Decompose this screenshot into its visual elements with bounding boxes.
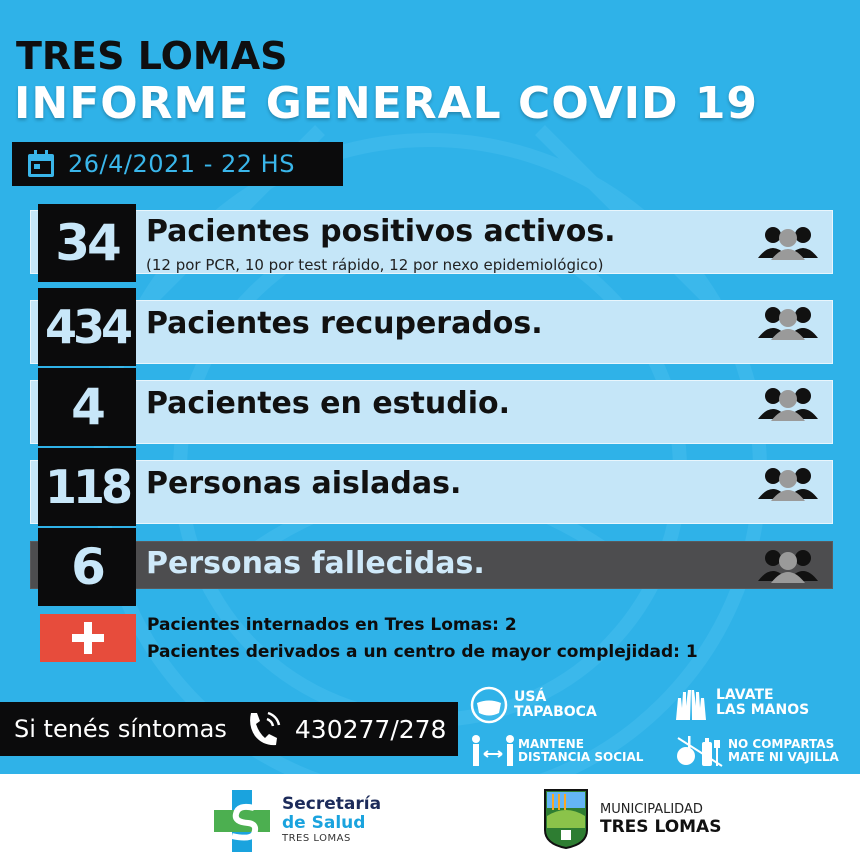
active-label: Pacientes positivos activos. <box>146 214 616 249</box>
study-label: Pacientes en estudio. <box>146 386 510 421</box>
tip-distance <box>470 734 643 768</box>
municipalidad-label: MUNICIPALIDAD <box>600 802 703 817</box>
people-icon <box>758 387 818 421</box>
active-breakdown: (12 por PCR, 10 por test rápido, 12 por nexo epidemiológico) <box>146 256 604 274</box>
report-title: INFORME GENERAL COVID 19 <box>14 78 759 129</box>
tip-share <box>676 734 839 768</box>
tip-share-line2: MATE NI VAJILLA <box>728 750 839 764</box>
active-count: 34 <box>38 204 136 282</box>
secretaria-salud-logo <box>214 790 270 852</box>
mask-icon <box>470 686 508 724</box>
symptoms-contact-bar <box>0 702 458 756</box>
town-title: TRES LOMAS <box>16 34 288 78</box>
hands-icon <box>672 684 710 722</box>
calendar-icon <box>26 149 56 179</box>
municipalidad-town: TRES LOMAS <box>600 817 722 837</box>
isolated-count: 118 <box>38 448 136 526</box>
mate-dishes-icon <box>676 734 724 768</box>
tip-distance-line2: DISTANCIA SOCIAL <box>518 750 644 764</box>
hospital-cross-badge <box>40 614 136 662</box>
municipalidad-shield-logo <box>543 788 589 850</box>
report-date: 26/4/2021 - 22 HS <box>68 150 295 178</box>
secretaria-town: TRES LOMAS <box>282 833 351 844</box>
recovered-count: 434 <box>38 288 136 366</box>
people-icon <box>758 226 818 260</box>
people-icon <box>758 306 818 340</box>
date-bar <box>12 142 343 186</box>
recovered-label: Pacientes recuperados. <box>146 306 543 341</box>
tip-share-line1: NO COMPARTAS <box>728 737 835 751</box>
secretaria-subtitle: de Salud <box>282 813 366 833</box>
tip-mask <box>470 686 597 724</box>
tip-mask-line2: TAPABOCA <box>514 704 597 720</box>
study-count: 4 <box>38 368 136 446</box>
phone-number[interactable]: 430277/278 <box>294 714 447 744</box>
social-distance-icon <box>470 734 516 768</box>
phone-icon <box>245 709 281 749</box>
tip-distance-line1: MANTENE <box>518 737 584 751</box>
isolated-label: Personas aisladas. <box>146 466 462 501</box>
hospitalized-local: Pacientes internados en Tres Lomas: 2 <box>147 615 517 635</box>
footer <box>0 774 860 860</box>
tip-hands-line2: LAS MANOS <box>716 702 810 718</box>
people-icon <box>758 467 818 501</box>
people-icon <box>758 549 818 583</box>
secretaria-title: Secretaría <box>282 794 382 814</box>
cross-icon <box>68 618 108 658</box>
hospitalized-referred: Pacientes derivados a un centro de mayor complejidad: 1 <box>147 642 698 662</box>
tip-hands-line1: LAVATE <box>716 687 774 703</box>
deceased-count: 6 <box>38 528 136 606</box>
deceased-label: Personas fallecidas. <box>146 546 485 581</box>
tip-hands <box>672 684 809 722</box>
symptoms-text: Si tenés síntomas <box>14 715 227 743</box>
tip-mask-line1: USÁ <box>514 689 547 705</box>
